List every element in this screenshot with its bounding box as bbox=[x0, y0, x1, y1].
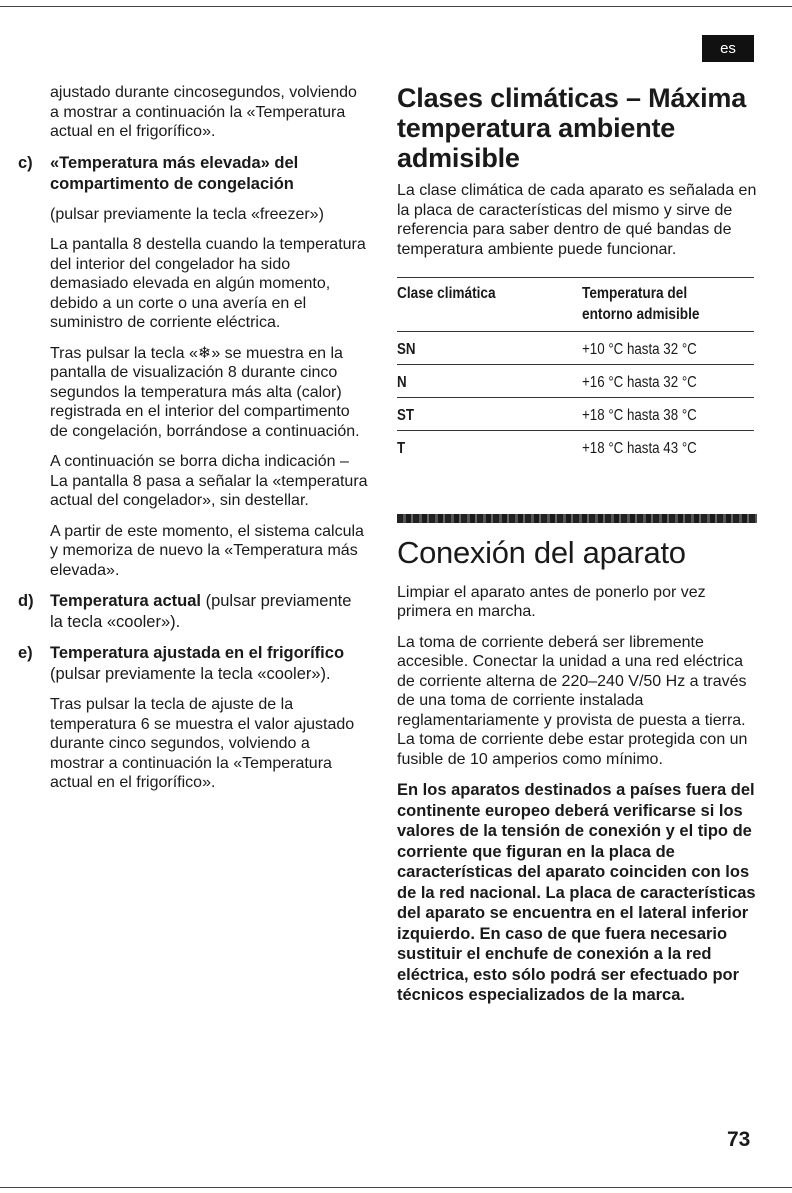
top-rule bbox=[0, 6, 792, 7]
continued-paragraph: ajustado durante cincosegundos, volviendo a mostrar a continuación la «Temperatura actual en el frigorífico». bbox=[50, 84, 357, 140]
climate-intro: La clase climática de cada aparato es señalada en la placa de características del mismo y sirve de referencia para saber dentro de qué bandas de temperatura ambiente puede funcionar. bbox=[397, 182, 757, 258]
item-c-paragraph-4: A continuación se borra dicha indicación – La pantalla 8 pasa a señalar la «temperatura actual del congelador», sin destellar. bbox=[50, 453, 368, 509]
connection-heading: Conexión del aparato bbox=[397, 534, 686, 570]
item-c-paragraph-5: A partir de este momento, el sistema calcula y memoriza de nuevo la «Temperatura más elevada». bbox=[50, 522, 364, 579]
item-d-text bbox=[50, 591, 368, 633]
item-c-paragraph-1: (pulsar previamente la tecla «freezer») bbox=[50, 205, 324, 223]
item-e-rest: (pulsar previamente la tecla «cooler»). bbox=[50, 665, 331, 683]
item-d bbox=[18, 591, 368, 633]
right-column bbox=[397, 83, 757, 1006]
climate-class: T bbox=[397, 440, 406, 457]
item-e-marker: e) bbox=[18, 644, 33, 662]
table-row bbox=[397, 365, 754, 398]
connection-paragraph-3: En los aparatos destinados a países fuera del continente europeo deberá verificarse si los valores de la tensión de conexión y el tipo de corriente que figuran en la placa de características del aparato coinciden con los de la red nacional. La placa de características del aparato se encuentra en el lateral inferior izquierdo. En caso de que fuera necesario sustituir el enchufe de conexión a la red eléctrica, esto sólo podrá ser efectuado por técnicos especializados de la marca. bbox=[397, 781, 756, 1004]
item-d-title: Temperatura actual bbox=[50, 592, 201, 610]
item-c-marker: c) bbox=[18, 153, 33, 172]
item-c-paragraph-2: La pantalla 8 destella cuando la temperatura del interior del congelador ha sido demasiado elevada en algún momento, debido a un corte o una avería en el suministro de corriente eléctrica. bbox=[50, 236, 366, 331]
bottom-rule bbox=[0, 1187, 792, 1188]
item-e-title: Temperatura ajustada en el frigorífico bbox=[50, 644, 345, 662]
climate-range: +18 °C hasta 38 °C bbox=[582, 407, 697, 424]
climate-col-range: Temperatura del entorno admisible bbox=[582, 285, 700, 323]
item-c bbox=[18, 153, 368, 581]
climate-class: N bbox=[397, 374, 407, 391]
item-d-marker: d) bbox=[18, 592, 34, 610]
connection-paragraph-2: La toma de corriente deberá ser libremente accesible. Conectar la unidad a una red eléctrica de corriente alterna de 220–240 V/50 Hz a través de una toma de corriente instalada reglamentariamente y provista de puesta a tierra. La toma de corriente debe estar protegida con un fusible de 10 amperios como mínimo. bbox=[397, 633, 748, 768]
climate-range: +16 °C hasta 32 °C bbox=[582, 374, 697, 391]
climate-range: +10 °C hasta 32 °C bbox=[582, 341, 697, 358]
item-e bbox=[18, 643, 368, 793]
section-divider bbox=[397, 514, 757, 523]
connection-paragraph-1: Limpiar el aparato antes de ponerlo por vez primera en marcha. bbox=[397, 583, 706, 620]
left-column bbox=[18, 83, 368, 804]
item-e-paragraph-1: Tras pulsar la tecla de ajuste de la temperatura 6 se muestra el valor ajustado durante cinco segundos, volviendo a mostrar a continuación la «Temperatura actual en el frigorífico». bbox=[50, 696, 355, 791]
climate-heading: Clases climáticas – Máxima temperatura ambiente admisible bbox=[397, 83, 747, 173]
language-badge: es bbox=[702, 35, 754, 62]
item-e-text bbox=[50, 643, 368, 685]
climate-class: ST bbox=[397, 407, 415, 424]
climate-range: +18 °C hasta 43 °C bbox=[582, 440, 697, 457]
page-number: 73 bbox=[727, 1128, 751, 1151]
table-row bbox=[397, 332, 754, 365]
table-row bbox=[397, 431, 754, 464]
table-row bbox=[397, 398, 754, 431]
item-c-paragraph-3: Tras pulsar la tecla «❄» se muestra en la pantalla de visualización 8 durante cinco segundos la temperatura más alta (calor) registrada en el interior del compartimento de congelación, borrándose a continuación. bbox=[50, 344, 360, 440]
item-d-rest: (pulsar previamente la tecla «cooler»). bbox=[50, 592, 352, 631]
climate-class: SN bbox=[397, 341, 416, 358]
climate-table-header bbox=[397, 278, 754, 332]
item-c-title: «Temperatura más elevada» del compartimento de congelación bbox=[50, 153, 299, 193]
climate-col-class: Clase climática bbox=[397, 285, 496, 302]
climate-table bbox=[397, 277, 754, 464]
